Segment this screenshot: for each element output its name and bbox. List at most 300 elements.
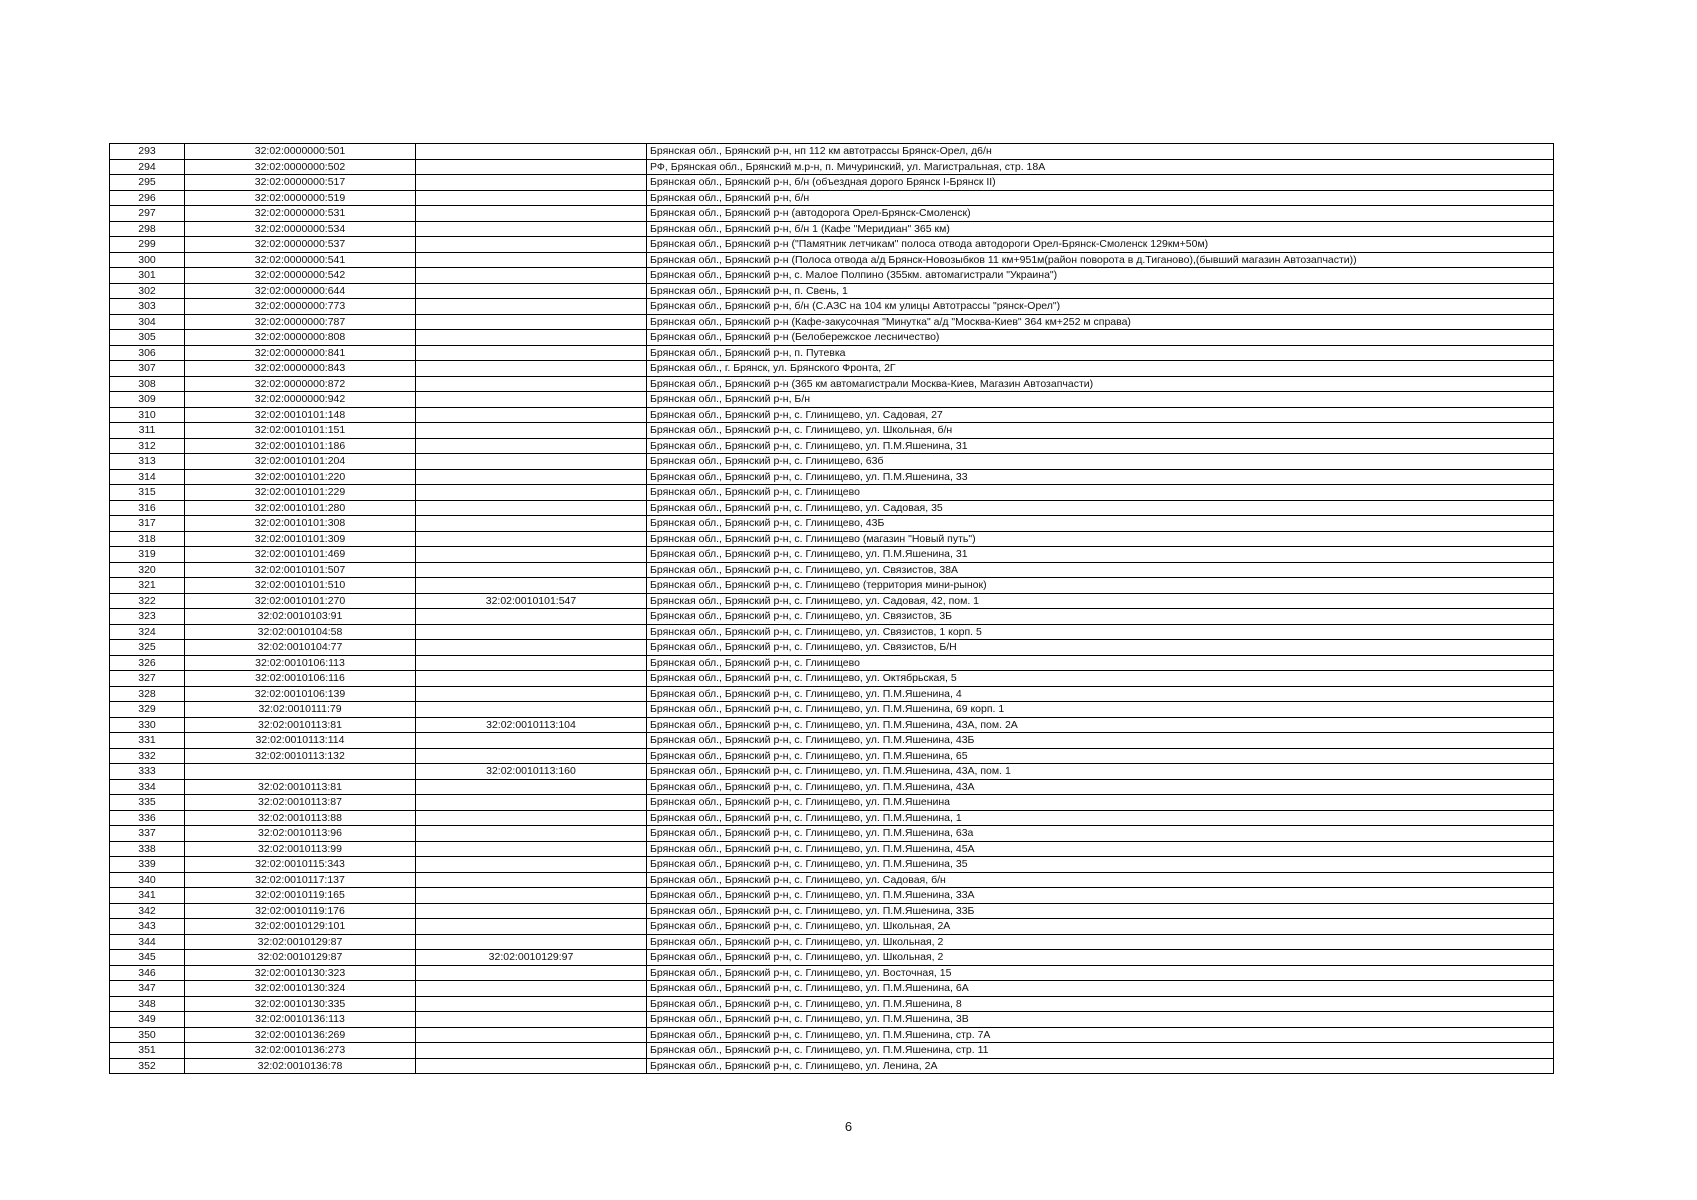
row-number-cell: 317 [110,516,185,532]
cadastral-number-cell: 32:02:0000000:872 [185,376,416,392]
cadastral-number-cell: 32:02:0010101:220 [185,469,416,485]
related-cadastral-number-cell [416,857,647,873]
table-row [110,1027,1554,1043]
row-number-cell: 331 [110,733,185,749]
related-cadastral-number-cell [416,1012,647,1028]
address-cell: Брянская обл., Брянский р-н, п. Путевка [647,345,1554,361]
related-cadastral-number-cell [416,175,647,191]
table-row [110,686,1554,702]
address-cell: Брянская обл., Брянский р-н, с. Глинищево, ул. П.М.Яшенина, 35 [647,857,1554,873]
table-row [110,965,1554,981]
row-number-cell: 329 [110,702,185,718]
table-row [110,872,1554,888]
table-row [110,485,1554,501]
related-cadastral-number-cell [416,1043,647,1059]
cadastral-number-cell: 32:02:0000000:537 [185,237,416,253]
address-cell: Брянская обл., Брянский р-н, с. Глинищево, ул. П.М.Яшенина, 43А [647,779,1554,795]
register-table [109,143,1554,1074]
cadastral-number-cell: 32:02:0000000:542 [185,268,416,284]
related-cadastral-number-cell [416,516,647,532]
cadastral-number-cell: 32:02:0000000:773 [185,299,416,315]
related-cadastral-number-cell [416,779,647,795]
cadastral-number-cell: 32:02:0010130:323 [185,965,416,981]
address-cell: Брянская обл., Брянский р-н, с. Глинищево, ул. Школьная, 2А [647,919,1554,935]
cadastral-number-cell: 32:02:0010113:88 [185,810,416,826]
table-row [110,640,1554,656]
address-cell: Брянская обл., г. Брянск, ул. Брянского Фронта, 2Г [647,361,1554,377]
address-cell: Брянская обл., Брянский р-н, с. Глинищево, ул. Связистов, 38А [647,562,1554,578]
row-number-cell: 309 [110,392,185,408]
address-cell: Брянская обл., Брянский р-н, с. Глинищево (магазин "Новый путь") [647,531,1554,547]
row-number-cell: 342 [110,903,185,919]
cadastral-number-cell: 32:02:0010136:269 [185,1027,416,1043]
cadastral-number-cell: 32:02:0010113:87 [185,795,416,811]
related-cadastral-number-cell [416,733,647,749]
cadastral-number-cell: 32:02:0010104:77 [185,640,416,656]
row-number-cell: 326 [110,655,185,671]
table-row [110,423,1554,439]
row-number-cell: 352 [110,1058,185,1074]
table-row [110,717,1554,733]
cadastral-number-cell: 32:02:0010101:510 [185,578,416,594]
related-cadastral-number-cell [416,330,647,346]
address-cell: Брянская обл., Брянский р-н, с. Глинищево, ул. Школьная, б/н [647,423,1554,439]
address-cell: Брянская обл., Брянский р-н, с. Глинищево, ул. Садовая, б/н [647,872,1554,888]
related-cadastral-number-cell: 32:02:0010113:160 [416,764,647,780]
related-cadastral-number-cell [416,996,647,1012]
address-cell: Брянская обл., Брянский р-н, с. Глинищево, ул. П.М.Яшенина, 4 [647,686,1554,702]
row-number-cell: 327 [110,671,185,687]
cadastral-number-cell: 32:02:0010101:308 [185,516,416,532]
table-row [110,407,1554,423]
related-cadastral-number-cell [416,562,647,578]
row-number-cell: 339 [110,857,185,873]
row-number-cell: 321 [110,578,185,594]
row-number-cell: 307 [110,361,185,377]
related-cadastral-number-cell [416,423,647,439]
address-cell: Брянская обл., Брянский р-н, б/н (С.АЗС на 104 км улицы Автотрассы "рянск-Орел") [647,299,1554,315]
row-number-cell: 336 [110,810,185,826]
table-row [110,655,1554,671]
row-number-cell: 313 [110,454,185,470]
cadastral-number-cell: 32:02:0000000:502 [185,159,416,175]
related-cadastral-number-cell [416,159,647,175]
cadastral-number-cell: 32:02:0010101:186 [185,438,416,454]
cadastral-number-cell: 32:02:0010129:87 [185,934,416,950]
cadastral-number-cell: 32:02:0010101:469 [185,547,416,563]
related-cadastral-number-cell [416,919,647,935]
table-row [110,795,1554,811]
related-cadastral-number-cell: 32:02:0010129:97 [416,950,647,966]
row-number-cell: 324 [110,624,185,640]
table-row [110,330,1554,346]
related-cadastral-number-cell [416,686,647,702]
register-table-body [110,144,1554,1074]
related-cadastral-number-cell [416,485,647,501]
address-cell: Брянская обл., Брянский р-н, с. Глинищево, ул. П.М.Яшенина, 33 [647,469,1554,485]
related-cadastral-number-cell [416,361,647,377]
cadastral-number-cell: 32:02:0010119:165 [185,888,416,904]
row-number-cell: 351 [110,1043,185,1059]
row-number-cell: 344 [110,934,185,950]
related-cadastral-number-cell [416,345,647,361]
related-cadastral-number-cell [416,841,647,857]
row-number-cell: 306 [110,345,185,361]
related-cadastral-number-cell [416,655,647,671]
table-row [110,314,1554,330]
cadastral-number-cell: 32:02:0000000:644 [185,283,416,299]
cadastral-number-cell: 32:02:0000000:519 [185,190,416,206]
table-row [110,888,1554,904]
row-number-cell: 334 [110,779,185,795]
row-number-cell: 345 [110,950,185,966]
related-cadastral-number-cell [416,547,647,563]
related-cadastral-number-cell [416,454,647,470]
related-cadastral-number-cell [416,826,647,842]
cadastral-number-cell: 32:02:0010113:96 [185,826,416,842]
cadastral-number-cell: 32:02:0010136:78 [185,1058,416,1074]
related-cadastral-number-cell [416,1027,647,1043]
table-row [110,221,1554,237]
cadastral-number-cell: 32:02:0010101:309 [185,531,416,547]
table-row [110,376,1554,392]
address-cell: Брянская обл., Брянский р-н, с. Глинищево (территория мини-рынок) [647,578,1554,594]
address-cell: Брянская обл., Брянский р-н (365 км автомагистрали Москва-Киев, Магазин Автозапчасти) [647,376,1554,392]
related-cadastral-number-cell [416,407,647,423]
table-row [110,996,1554,1012]
table-row [110,764,1554,780]
row-number-cell: 350 [110,1027,185,1043]
table-row [110,562,1554,578]
cadastral-number-cell: 32:02:0000000:841 [185,345,416,361]
address-cell: Брянская обл., Брянский р-н, с. Глинищево, 43Б [647,516,1554,532]
related-cadastral-number-cell [416,624,647,640]
table-row [110,934,1554,950]
row-number-cell: 318 [110,531,185,547]
table-row [110,206,1554,222]
related-cadastral-number-cell [416,578,647,594]
related-cadastral-number-cell [416,376,647,392]
table-row [110,438,1554,454]
address-cell: Брянская обл., Брянский р-н, с. Глинищево, ул. П.М.Яшенина, 1 [647,810,1554,826]
address-cell: Брянская обл., Брянский р-н (Кафе-закусочная "Минутка" а/д "Москва-Киев" 364 км+252 м справа) [647,314,1554,330]
table-row [110,857,1554,873]
table-row [110,810,1554,826]
address-cell: Брянская обл., Брянский р-н, с. Глинищево, ул. П.М.Яшенина, 3В [647,1012,1554,1028]
address-cell: Брянская обл., Брянский р-н, с. Глинищево, ул. Садовая, 27 [647,407,1554,423]
address-cell: Брянская обл., Брянский р-н, с. Глинищево, ул. Восточная, 15 [647,965,1554,981]
address-cell: Брянская обл., Брянский р-н, с. Глинищево, ул. П.М.Яшенина, 65 [647,748,1554,764]
row-number-cell: 308 [110,376,185,392]
row-number-cell: 315 [110,485,185,501]
address-cell: Брянская обл., Брянский р-н, с. Глинищево, ул. Ленина, 2А [647,1058,1554,1074]
address-cell: Брянская обл., Брянский р-н, с. Глинищево, ул. Связистов, 3Б [647,609,1554,625]
table-row [110,671,1554,687]
related-cadastral-number-cell [416,981,647,997]
row-number-cell: 294 [110,159,185,175]
address-cell: Брянская обл., Брянский р-н, с. Глинищево, ул. П.М.Яшенина, 69 корп. 1 [647,702,1554,718]
cadastral-number-cell: 32:02:0000000:942 [185,392,416,408]
address-cell: Брянская обл., Брянский р-н, с. Глинищево, ул. П.М.Яшенина, 33А [647,888,1554,904]
address-cell: РФ, Брянская обл., Брянский м.р-н, п. Мичуринский, ул. Магистральная, стр. 18А [647,159,1554,175]
address-cell: Брянская обл., Брянский р-н, с. Глинищево, ул. П.М.Яшенина, 8 [647,996,1554,1012]
cadastral-number-cell: 32:02:0010106:113 [185,655,416,671]
related-cadastral-number-cell [416,702,647,718]
address-cell: Брянская обл., Брянский р-н, с. Глинищево, ул. П.М.Яшенина, стр. 7А [647,1027,1554,1043]
row-number-cell: 349 [110,1012,185,1028]
row-number-cell: 348 [110,996,185,1012]
table-row [110,609,1554,625]
row-number-cell: 333 [110,764,185,780]
row-number-cell: 319 [110,547,185,563]
row-number-cell: 346 [110,965,185,981]
row-number-cell: 298 [110,221,185,237]
cadastral-number-cell: 32:02:0010101:270 [185,593,416,609]
cadastral-number-cell: 32:02:0000000:808 [185,330,416,346]
address-cell: Брянская обл., Брянский р-н, с. Глинищево, ул. Садовая, 42, пом. 1 [647,593,1554,609]
table-row [110,702,1554,718]
cadastral-number-cell: 32:02:0010113:132 [185,748,416,764]
row-number-cell: 330 [110,717,185,733]
table-row [110,361,1554,377]
table-row [110,748,1554,764]
row-number-cell: 297 [110,206,185,222]
row-number-cell: 320 [110,562,185,578]
cadastral-number-cell: 32:02:0010113:81 [185,717,416,733]
address-cell: Брянская обл., Брянский р-н ("Памятник летчикам" полоса отвода автодороги Орел-Брянск-Смоленск 129км+50м) [647,237,1554,253]
related-cadastral-number-cell [416,283,647,299]
cadastral-number-cell: 32:02:0010115:343 [185,857,416,873]
cadastral-number-cell: 32:02:0010106:139 [185,686,416,702]
related-cadastral-number-cell [416,190,647,206]
table-row [110,1058,1554,1074]
related-cadastral-number-cell [416,671,647,687]
address-cell: Брянская обл., Брянский р-н, с. Глинищево, ул. П.М.Яшенина, 33Б [647,903,1554,919]
row-number-cell: 341 [110,888,185,904]
table-row [110,268,1554,284]
row-number-cell: 316 [110,500,185,516]
row-number-cell: 325 [110,640,185,656]
address-cell: Брянская обл., Брянский р-н, с. Глинищево, ул. Связистов, 1 корп. 5 [647,624,1554,640]
cadastral-number-cell: 32:02:0000000:534 [185,221,416,237]
address-cell: Брянская обл., Брянский р-н, с. Малое Полпино (355км. автомагистрали "Украина") [647,268,1554,284]
related-cadastral-number-cell [416,252,647,268]
cadastral-number-cell: 32:02:0000000:787 [185,314,416,330]
row-number-cell: 328 [110,686,185,702]
address-cell: Брянская обл., Брянский р-н, с. Глинищево, ул. П.М.Яшенина [647,795,1554,811]
row-number-cell: 293 [110,144,185,160]
cadastral-number-cell: 32:02:0000000:501 [185,144,416,160]
cadastral-number-cell: 32:02:0010106:116 [185,671,416,687]
related-cadastral-number-cell [416,206,647,222]
address-cell: Брянская обл., Брянский р-н, с. Глинищево, ул. Школьная, 2 [647,934,1554,950]
row-number-cell: 314 [110,469,185,485]
address-cell: Брянская обл., Брянский р-н, с. Глинищево [647,485,1554,501]
row-number-cell: 303 [110,299,185,315]
related-cadastral-number-cell [416,872,647,888]
cadastral-number-cell: 32:02:0000000:531 [185,206,416,222]
cadastral-number-cell: 32:02:0010101:229 [185,485,416,501]
table-row [110,624,1554,640]
table-row [110,345,1554,361]
address-cell: Брянская обл., Брянский р-н, с. Глинищево, ул. П.М.Яшенина, 43А, пом. 1 [647,764,1554,780]
table-row [110,299,1554,315]
related-cadastral-number-cell [416,314,647,330]
address-cell: Брянская обл., Брянский р-н, б/н (объездная дорого Брянск I-Брянск II) [647,175,1554,191]
table-row [110,578,1554,594]
table-row [110,779,1554,795]
cadastral-number-cell: 32:02:0010101:148 [185,407,416,423]
related-cadastral-number-cell [416,934,647,950]
row-number-cell: 301 [110,268,185,284]
related-cadastral-number-cell [416,144,647,160]
table-row [110,950,1554,966]
cadastral-number-cell: 32:02:0010101:280 [185,500,416,516]
related-cadastral-number-cell [416,965,647,981]
table-row [110,454,1554,470]
table-row [110,190,1554,206]
address-cell: Брянская обл., Брянский р-н, с. Глинищево, ул. П.М.Яшенина, 31 [647,438,1554,454]
related-cadastral-number-cell [416,469,647,485]
cadastral-number-cell: 32:02:0010113:114 [185,733,416,749]
row-number-cell: 312 [110,438,185,454]
row-number-cell: 332 [110,748,185,764]
cadastral-number-cell: 32:02:0010104:58 [185,624,416,640]
row-number-cell: 296 [110,190,185,206]
address-cell: Брянская обл., Брянский р-н, с. Глинищево, ул. П.М.Яшенина, 45А [647,841,1554,857]
cadastral-number-cell: 32:02:0010113:81 [185,779,416,795]
related-cadastral-number-cell [416,795,647,811]
address-cell: Брянская обл., Брянский р-н, б/н [647,190,1554,206]
address-cell: Брянская обл., Брянский р-н (Белобережское лесничество) [647,330,1554,346]
address-cell: Брянская обл., Брянский р-н, с. Глинищево, 63б [647,454,1554,470]
row-number-cell: 338 [110,841,185,857]
related-cadastral-number-cell [416,609,647,625]
cadastral-number-cell: 32:02:0010117:137 [185,872,416,888]
row-number-cell: 304 [110,314,185,330]
cadastral-number-cell: 32:02:0010113:99 [185,841,416,857]
cadastral-number-cell: 32:02:0010119:176 [185,903,416,919]
cadastral-number-cell: 32:02:0010129:101 [185,919,416,935]
address-cell: Брянская обл., Брянский р-н, с. Глинищево, ул. Школьная, 2 [647,950,1554,966]
cadastral-number-cell: 32:02:0010103:91 [185,609,416,625]
address-cell: Брянская обл., Брянский р-н, с. Глинищево, ул. П.М.Яшенина, 43Б [647,733,1554,749]
page-number: 6 [844,1119,853,1134]
cadastral-number-cell: 32:02:0000000:843 [185,361,416,377]
table-row [110,826,1554,842]
table-row [110,531,1554,547]
cadastral-number-cell: 32:02:0010136:273 [185,1043,416,1059]
address-cell: Брянская обл., Брянский р-н, с. Глинищево, ул. П.М.Яшенина, 31 [647,547,1554,563]
table-row [110,252,1554,268]
row-number-cell: 340 [110,872,185,888]
row-number-cell: 295 [110,175,185,191]
table-row [110,144,1554,160]
table-row [110,283,1554,299]
table-row [110,175,1554,191]
table-row [110,159,1554,175]
address-cell: Брянская обл., Брянский р-н, с. Глинищево, ул. Садовая, 35 [647,500,1554,516]
address-cell: Брянская обл., Брянский р-н (автодорога Орел-Брянск-Смоленск) [647,206,1554,222]
cadastral-number-cell: 32:02:0010129:87 [185,950,416,966]
address-cell: Брянская обл., Брянский р-н, б/н 1 (Кафе "Меридиан" 365 км) [647,221,1554,237]
address-cell: Брянская обл., Брянский р-н, с. Глинищево, ул. П.М.Яшенина, стр. 11 [647,1043,1554,1059]
cadastral-number-cell: 32:02:0010136:113 [185,1012,416,1028]
address-cell: Брянская обл., Брянский р-н, с. Глинищево, ул. П.М.Яшенина, 63а [647,826,1554,842]
row-number-cell: 300 [110,252,185,268]
address-cell: Брянская обл., Брянский р-н, п. Свень, 1 [647,283,1554,299]
table-row [110,516,1554,532]
related-cadastral-number-cell [416,640,647,656]
row-number-cell: 323 [110,609,185,625]
table-row [110,500,1554,516]
related-cadastral-number-cell [416,268,647,284]
table-row [110,981,1554,997]
related-cadastral-number-cell [416,237,647,253]
address-cell: Брянская обл., Брянский р-н (Полоса отвода а/д Брянск-Новозыбков 11 км+951м(район поворота в д.Тиганово),(бывший магазин Автозапчасти)) [647,252,1554,268]
row-number-cell: 337 [110,826,185,842]
cadastral-number-cell: 32:02:0000000:517 [185,175,416,191]
row-number-cell: 305 [110,330,185,346]
row-number-cell: 302 [110,283,185,299]
table-row [110,1043,1554,1059]
related-cadastral-number-cell [416,1058,647,1074]
table-row [110,841,1554,857]
table-row [110,237,1554,253]
table-row [110,469,1554,485]
table-row [110,593,1554,609]
table-row [110,547,1554,563]
row-number-cell: 343 [110,919,185,935]
cadastral-number-cell: 32:02:0010101:204 [185,454,416,470]
related-cadastral-number-cell [416,299,647,315]
row-number-cell: 335 [110,795,185,811]
row-number-cell: 311 [110,423,185,439]
row-number-cell: 310 [110,407,185,423]
address-cell: Брянская обл., Брянский р-н, Б/н [647,392,1554,408]
related-cadastral-number-cell [416,438,647,454]
address-cell: Брянская обл., Брянский р-н, нп 112 км автотрассы Брянск-Орел, д6/н [647,144,1554,160]
related-cadastral-number-cell [416,531,647,547]
related-cadastral-number-cell: 32:02:0010113:104 [416,717,647,733]
related-cadastral-number-cell [416,748,647,764]
related-cadastral-number-cell [416,392,647,408]
table-row [110,733,1554,749]
table-row [110,1012,1554,1028]
cadastral-number-cell [185,764,416,780]
related-cadastral-number-cell [416,810,647,826]
address-cell: Брянская обл., Брянский р-н, с. Глинищево, ул. Связистов, Б/Н [647,640,1554,656]
cadastral-number-cell: 32:02:0000000:541 [185,252,416,268]
cadastral-number-cell: 32:02:0010111:79 [185,702,416,718]
address-cell: Брянская обл., Брянский р-н, с. Глинищево, ул. П.М.Яшенина, 6А [647,981,1554,997]
related-cadastral-number-cell [416,888,647,904]
table-row [110,919,1554,935]
table-row [110,903,1554,919]
cadastral-number-cell: 32:02:0010101:507 [185,562,416,578]
row-number-cell: 299 [110,237,185,253]
table-row [110,392,1554,408]
cadastral-number-cell: 32:02:0010101:151 [185,423,416,439]
related-cadastral-number-cell: 32:02:0010101:547 [416,593,647,609]
related-cadastral-number-cell [416,500,647,516]
row-number-cell: 347 [110,981,185,997]
row-number-cell: 322 [110,593,185,609]
related-cadastral-number-cell [416,903,647,919]
related-cadastral-number-cell [416,221,647,237]
address-cell: Брянская обл., Брянский р-н, с. Глинищево [647,655,1554,671]
cadastral-number-cell: 32:02:0010130:324 [185,981,416,997]
